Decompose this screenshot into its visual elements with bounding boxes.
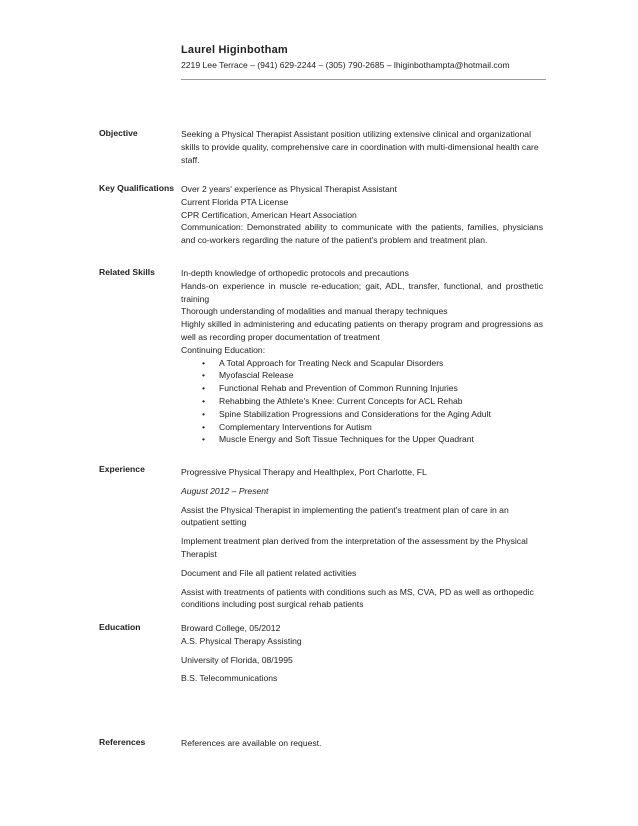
duty-item: Assist the Physical Therapist in implementing the patient's treatment plan of care in an outpatient setting	[181, 504, 509, 528]
section-heading-education: Education	[99, 622, 141, 632]
skill-line: Thorough understanding of modalities and manual therapy techniques	[181, 306, 448, 317]
employment-dates: August 2012 – Present	[181, 485, 269, 496]
qualification-line: Current Florida PTA License	[181, 196, 289, 207]
list-item: • A Total Approach for Treating Neck and Scapular Disorders	[202, 357, 444, 368]
duty-item: Assist with treatments of patients with conditions such as MS, CVA, PD as well as orthopedic conditions including post surgical rehab patients	[181, 586, 534, 610]
continuing-education-list	[181, 357, 543, 447]
objective-text: Seeking a Physical Therapist Assistant position utilizing extensive clinical and organizational skills to provide quality, comprehensive care in coordination with multi-dimensional health care staff.	[181, 129, 539, 165]
qualification-line: CPR Certification, American Heart Association	[181, 209, 357, 220]
references-text: References are available on request.	[181, 738, 322, 748]
qualifications-content	[181, 183, 543, 247]
degree-name: A.S. Physical Therapy Assisting	[181, 635, 302, 646]
qualification-line: Over 2 years' experience as Physical Therapist Assistant	[181, 184, 397, 194]
school-name: University of Florida, 08/1995	[181, 654, 293, 665]
bullet-icon: •	[202, 383, 206, 394]
header-divider	[181, 79, 546, 80]
school-name: Broward College, 05/2012	[181, 623, 281, 633]
qualification-communication: Communication: Demonstrated ability to communicate with the patients, families, physicians and co-workers regarding the nature of the patient's problem and treatment plan.	[181, 222, 543, 246]
list-item: • Spine Stabilization Progressions and Considerations for the Aging Adult	[202, 408, 491, 419]
skill-line: Hands-on experience in muscle re-education; gait, ADL, transfer, functional, and prosthetic training	[181, 280, 543, 304]
list-item: • Myofascial Release	[202, 370, 294, 381]
duty-item: Implement treatment plan derived from the interpretation of the assessment by the Physical Therapist	[181, 536, 528, 559]
skills-content	[181, 267, 543, 446]
bullet-icon: •	[202, 408, 206, 419]
list-item: • Functional Rehab and Prevention of Common Running Injuries	[202, 383, 458, 394]
skill-line: Highly skilled in administering and educating patients on therapy program and progressions as well as recording proper documentation of treatment	[181, 319, 543, 342]
section-heading-qualifications: Key Qualifications	[99, 183, 174, 193]
skill-line: In-depth knowledge of orthopedic protocols and precautions	[181, 268, 409, 278]
education-content	[181, 622, 543, 685]
duty-item: Document and File all patient related activities	[181, 567, 357, 578]
bullet-icon: •	[202, 434, 206, 445]
list-item: • Complementary Interventions for Autism	[202, 421, 372, 432]
bullet-icon: •	[202, 395, 206, 406]
experience-content	[181, 466, 543, 611]
bullet-icon: •	[202, 421, 206, 432]
section-heading-skills: Related Skills	[99, 267, 155, 277]
continuing-education-label: Continuing Education:	[181, 344, 266, 355]
degree-name: B.S. Telecommunications	[181, 673, 278, 684]
list-item: • Muscle Energy and Soft Tissue Techniques for the Upper Quadrant	[202, 434, 474, 445]
section-heading-objective: Objective	[99, 128, 138, 138]
bullet-icon: •	[202, 357, 206, 368]
list-item: • Rehabbing the Athlete's Knee: Current Concepts for ACL Rehab	[202, 395, 463, 406]
employer-name: Progressive Physical Therapy and Healthplex, Port Charlotte, FL	[181, 467, 427, 477]
resume-header	[181, 44, 510, 70]
candidate-name: Laurel Higinbotham	[181, 44, 288, 56]
section-heading-references: References	[99, 737, 146, 747]
contact-line: 2219 Lee Terrace – (941) 629-2244 – (305) 790-2685 – lhiginbothampta@hotmail.com	[181, 60, 510, 70]
bullet-icon: •	[202, 370, 206, 381]
section-heading-experience: Experience	[99, 464, 145, 474]
